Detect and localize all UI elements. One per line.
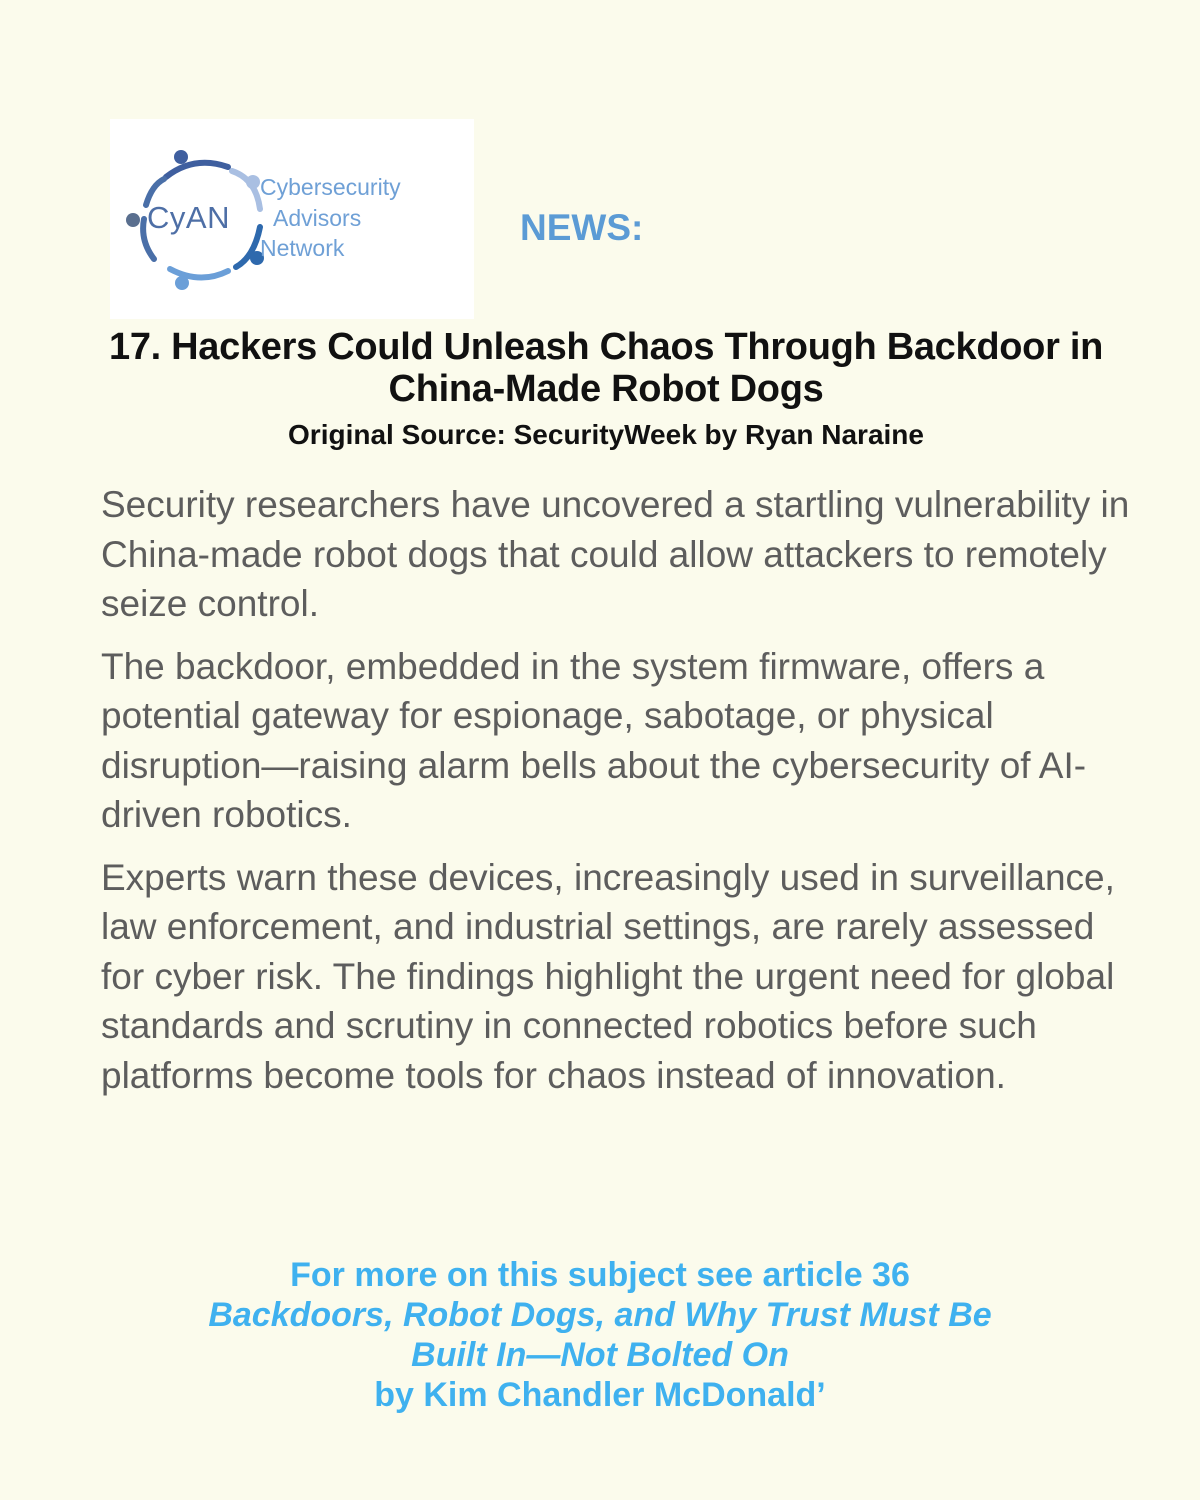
logo-abbreviation: CyAN: [147, 200, 230, 235]
logo-name-line-3: Network: [260, 235, 345, 261]
related-article-title-line-2: Built In—Not Bolted On: [411, 1336, 789, 1374]
body-paragraph-1: Security researchers have uncovered a startling vulnerability in China-made robot dogs that could allow attackers to remotely seize control.: [101, 484, 1130, 624]
article-headline: 17. Hackers Could Unleash Chaos Through Backdoor in China-Made Robot Dogs: [108, 326, 1104, 410]
related-article-byline: by Kim Chandler McDonald’: [374, 1376, 826, 1414]
article-body: [101, 480, 1141, 1113]
original-source: Original Source: SecurityWeek by Ryan Naraine: [288, 419, 924, 450]
logo-name-line-1: Cybersecurity: [260, 174, 401, 200]
body-paragraph-3: Experts warn these devices, increasingly used in surveillance, law enforcement, and industrial settings, are rarely assessed for cyber risk. The findings highlight the urgent need for global standards and scrutiny in connected robotics before such platforms become tools for chaos instead of innovation.: [101, 856, 1115, 1096]
related-article-intro: For more on this subject see article 36: [290, 1256, 910, 1294]
related-article-title-line-1: Backdoors, Robot Dogs, and Why Trust Must Be: [208, 1296, 992, 1334]
body-paragraph-2: The backdoor, embedded in the system firmware, offers a potential gateway for espionage, sabotage, or physical disruption—raising alarm bells about the cybersecurity of AI-driven robotics.: [101, 645, 1087, 835]
news-label: NEWS:: [520, 207, 644, 248]
related-article-note: [100, 1255, 1100, 1415]
logo-name-line-2: Advisors: [273, 205, 362, 231]
cyan-logo: [110, 119, 474, 319]
